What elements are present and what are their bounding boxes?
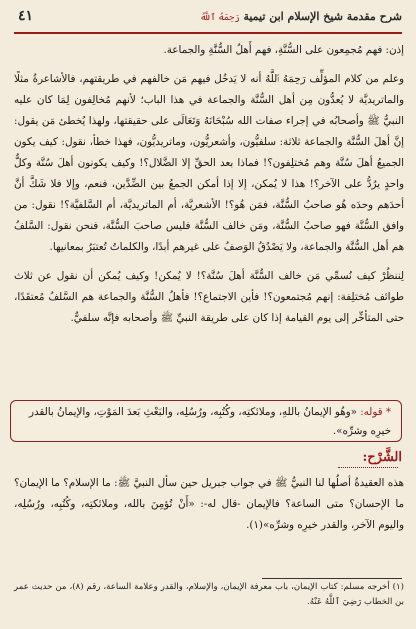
quoted-text-box (10, 400, 402, 442)
paragraph-3: لِننظُرْ كيف نُسمِّي مَن خالف السُّنَّة أهلَ سُنَّة؟! لا يُمكن! وكيف يُمكن أن نقول عن ثلاث طوائف مُختلِفة: إنهم مُجتمعون؟! فأين الاجتماع؟! فأهلُ السُّنَّة والجماعة هم السَّلفُ مُعتقَدًا، حتى المتأخِّر إلى يوم القيامة إذا كان على طريقة النبيِّ ﷺ وأصحابه فإنَّه سلفيٌّ. (14, 270, 404, 324)
sharh-heading: الشَّرْح: (362, 450, 402, 465)
paragraph-2: وعلم من كلام المؤلِّف رَحِمَهُ ٱللَّهُ أنه لا يَدخُل فيهم مَن خالفهم في طريقتهم، فالأشاعرةُ مثلًا والماتريديَّة لا يُعدُّون مِن أهل السُّنَّة والجماعة في هذا الباب؛ لأنهم مُخالِفون لِمَا كان عليه النبيُّ ﷺ وأصحابُه في إجراء صفات الله سُبْحَانَهُ وَتَعَالَى على حقيقتها، ولهذا يُخطئ مَن يقول: إنَّ أهلَ السُّنَّة والجماعة ثلاثة: سلفيُّون، وأشعريُّون، وماتريديُّون، فهذا خطأ، نقول: كيف يكون الجميعُ أهلَ سُنَّة وهم مُختلِفون؟! فماذا بعد الحقِّ إلا الضَّلال؟! وكيف يكونون أهلَ سُنَّة وكلٌّ واحدٍ يرُدُّ على الآخر؟! هذا لا يُمكن، إلا إذا أمكن الجمعُ بين الضِّدَّين، فنعم، وإلا فلا شَكَّ أنَّ أحدَهم وحدَه هُو صاحبُ السُّنَّة، فمَن هُو؟! الأشعريَّة، أم الماتريديَّة، أم السَّلفيَّة؟! نقول: من وافق السُّنَّة فهو صاحبُ السُّنَّة، ومَن خالف السُّنَّة فليس صاحبَ السُّنَّة، فنحن نقول: السَّلفُ هم أهل السُّنَّة والجماعة، ولا يَصْدُقُ الوَصفُ على غيرهم أبدًا، والكلماتُ تُعتبَرُ بمعانيها. (14, 73, 404, 253)
main-text (14, 40, 404, 329)
running-title-text: شرح مقدمة شيخ الإسلام ابن تيمية (243, 10, 402, 23)
footnote-divider (262, 578, 402, 579)
running-title (200, 10, 402, 23)
quote-lead: قوله: (360, 406, 383, 418)
page-number: ٤١ (18, 8, 34, 24)
star-icon: * (385, 406, 391, 418)
paragraph-1: إذن: فهم مُجمِعون على السُّنَّةِ، فهم أَهلُ السُّنَّةِ والجماعة. (163, 44, 404, 56)
sharh-underline (338, 467, 398, 468)
footnote: (١) أخرجه مسلم: كتاب الإيمان، باب معرفة الإيمان، والإسلام، والقدر وعلامة الساعة، رقم (٨)، من حديث عمر بن الخطاب رَضِيَ ٱللَّهُ عَنْهُ. (14, 582, 404, 607)
sharh-text: هذه العقيدةُ أصلُها لنا النبيُّ ﷺ في جواب جبريل حين سأل النبيَّ ﷺ: ما الإسلام؟ ما الإيمان؟ ما الإحسان؟ متى الساعة؟ فالإيمان -قال له-: «أَنْ تُؤمِنَ بالله، وملائكتِه، وكُتُبِه، ورُسُلِه، واليوم الآخر، والقدر خيرِه وشرِّه»(١). (14, 477, 404, 531)
page-header (14, 10, 402, 34)
honorific: رَحِمَهُ ٱللَّهُ (199, 13, 240, 23)
quote-text: «وهُو الإيمانُ باللهِ، وملائكتِه، وكُتُبِه، ورُسُلِه، والبَعْثِ بَعدَ المَوْتِ، والإيمانُ بالقدر خيرِه وشرِّه». (28, 406, 391, 437)
